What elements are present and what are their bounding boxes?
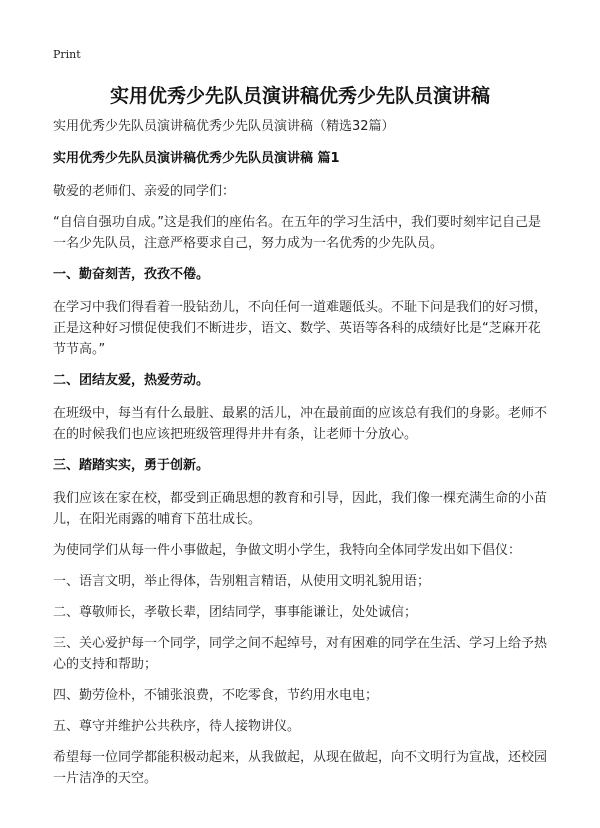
print-label: Print [53, 48, 81, 61]
section-heading-1: 一、勤奋刻苦，孜孜不倦。 [53, 267, 210, 282]
section-heading-2: 二、团结友爱，热爱劳动。 [53, 373, 210, 388]
section-body-1: 在学习中我们得看着一股钻劲儿，不向任何一道难题低头。不耻下问是我们的好习惯，正是这种好习惯促使我们不断进步，语文、数学、英语等各科的成绩好比是“芝麻开花节节高。” [53, 300, 548, 357]
paragraph-intro: “自信自强功自成。”这是我们的座佑名。在五年的学习生活中，我们要时刻牢记自己是一名少先队员，注意严格要求自己，努力成为一名优秀的少先队员。 [53, 215, 541, 251]
document-body [53, 116, 553, 799]
list-item-4: 四、勤劳俭朴，不铺张浪费，不吃零食，节约用水电电； [53, 688, 379, 703]
document-subtitle: 实用优秀少先队员演讲稿优秀少先队员演讲稿（精选32篇） [53, 119, 395, 134]
closing-paragraph: 希望每一位同学都能积极动起来，从我做起，从现在做起，向不文明行为宣战，还校园一片洁净的天空。 [53, 750, 548, 786]
list-item-2: 二、尊敬师长，孝敬长辈，团结同学，事事能谦让，处处诚信； [53, 605, 418, 620]
list-item-1: 一、语言文明，举止得体，告别粗言精语，从使用文明礼貌用语； [53, 574, 431, 589]
page-title: 实用优秀少先队员演讲稿优秀少先队员演讲稿 [109, 85, 490, 107]
section-body-2: 在班级中，每当有什么最脏、最累的活儿，冲在最前面的应该总有我们的身影。老师不在的时候我们也应该把班级管理得井井有条，让老师十分放心。 [53, 406, 548, 442]
article-heading: 实用优秀少先队员演讲稿优秀少先队员演讲稿 篇1 [53, 151, 340, 166]
list-item-5: 五、尊守并维护公共秩序，待人接物讲仪。 [53, 719, 301, 734]
section-heading-3: 三、踏踏实实，勇于创新。 [53, 458, 210, 473]
list-item-3: 三、关心爱护每一个同学，同学之间不起绰号，对有困难的同学在生活、学习上给予热心的支持和帮助； [53, 636, 548, 672]
section-body-3: 我们应该在家在校，都受到正确思想的教育和引导，因此，我们像一棵充满生命的小苗儿，在阳光雨露的哺育下茁壮成长。 [53, 491, 548, 527]
call-to-action: 为使同学们从每一件小事做起，争做文明小学生，我特向全体同学发出如下倡仪： [53, 543, 522, 558]
greeting: 敬爱的老师们、亲爱的同学们： [53, 184, 236, 199]
